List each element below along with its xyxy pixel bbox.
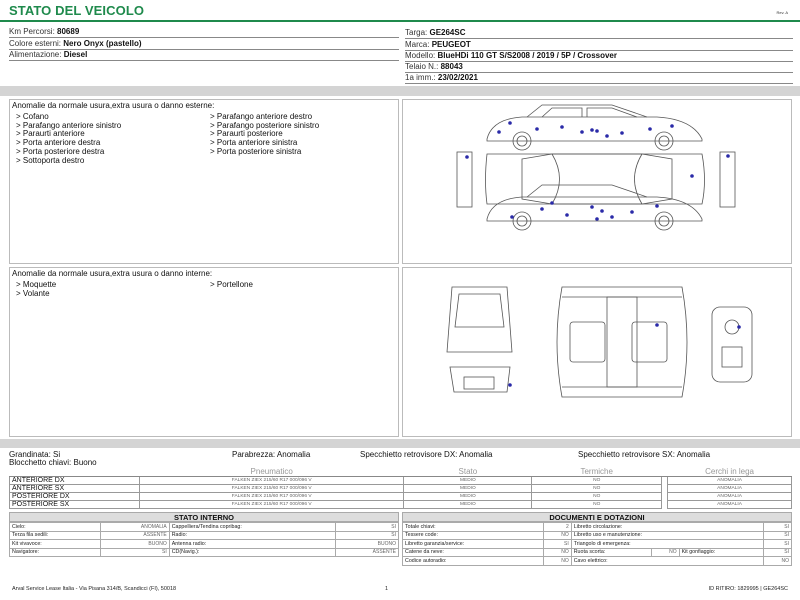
internal-damage-heading: Anomalie da normale usura,extra usura o danno interne: <box>12 269 213 278</box>
stato-header: Stato <box>404 467 532 477</box>
internal-damage-list-1: > Moquette > Volante <box>16 280 57 298</box>
table-row: Navigatore: SI CD(Navig.): ASSENTE <box>10 548 399 557</box>
table-row: ANTERIORE SX FALKEN ZIEX 215/60 R17 000/096 V MEDIO NO ANOMALIA <box>10 485 792 493</box>
documenti-table <box>402 522 792 566</box>
table-row: POSTERIORE SX FALKEN ZIEX 215/60 R17 000/096 V MEDIO NO ANOMALIA <box>10 501 792 509</box>
marca-row: Marca: PEUGEOT <box>405 40 471 49</box>
revision-label: Rev. A <box>776 10 788 15</box>
footer-ids: ID RITIRO: 1829995 | GE264SC <box>708 586 788 592</box>
table-row: Cielo: ANOMALIA Cappelliera/Tendina copribag: SI <box>10 523 399 532</box>
external-damage-heading: Anomalie da normale usura,extra usura o danno esterne: <box>12 101 215 110</box>
specchietto-sx-label: Specchietto retrovisore SX: Anomalia <box>578 450 711 459</box>
modello-row: Modello: BlueHDi 110 GT S/S2008 / 2019 / 5P / Crossover <box>405 51 617 60</box>
immatricolazione-row: 1a imm.: 23/02/2021 <box>405 73 478 82</box>
car-exterior-diagram <box>402 99 792 264</box>
colore-row: Colore esterni: Nero Onyx (pastello) <box>9 39 142 48</box>
stato-interno-table <box>9 522 399 557</box>
footer-page-number: 1 <box>385 586 389 592</box>
footer-company: Arval Service Lease Italia - Via Pisana 314/B, Scandicci (FI), 50018 <box>12 586 177 592</box>
page-title: STATO DEL VEICOLO <box>9 3 145 18</box>
parabrezza-label: Parabrezza: Anomalia <box>232 450 311 459</box>
table-row: Totale chiavi: 2 Libretto circolazione: SI <box>403 523 792 532</box>
external-damage-list-1: > Cofano > Parafango anteriore sinistro > Paraurti anteriore > Porta anteriore destra > Porta posteriore destra > Sottoporta destro <box>16 112 122 165</box>
car-interior-diagram <box>402 267 792 437</box>
external-damage-list-2: > Parafango anteriore destro > Parafango posteriore sinistro > Paraurti posteriore > Porta anteriore sinistra > Porta posteriore sinistra <box>210 112 320 156</box>
termiche-header: Termiche <box>532 467 662 477</box>
table-row: POSTERIORE DX FALKEN ZIEX 215/60 R17 000/096 V MEDIO NO ANOMALIA <box>10 493 792 501</box>
table-row: Terza fila sedili: ASSENTE Radio: SI <box>10 531 399 540</box>
tyre-table <box>9 467 792 509</box>
title-rule <box>0 20 800 22</box>
table-row: ANTERIORE DX FALKEN ZIEX 215/60 R17 000/096 V MEDIO NO ANOMALIA <box>10 477 792 485</box>
section-band <box>0 86 800 96</box>
interior-damage-markers <box>508 323 741 387</box>
table-row: Tessere code: NO Libretto uso e manutenzione: SI <box>403 531 792 540</box>
cerchi-header: Cerchi in lega <box>668 467 792 477</box>
telaio-row: Telaio N.: 88043 <box>405 62 463 71</box>
km-row: Km Percorsi: 80689 <box>9 27 80 36</box>
targa-row: Targa: GE264SC <box>405 28 466 37</box>
checks-band <box>0 439 800 448</box>
internal-damage-panel <box>9 267 399 437</box>
internal-damage-list-2: > Portellone <box>210 280 253 289</box>
stato-interno-title: STATO INTERNO <box>9 512 399 522</box>
documenti-title: DOCUMENTI E DOTAZIONI <box>402 512 792 522</box>
table-row: Libretto garanzia/service: SI Triangolo di emergenza: SI <box>403 540 792 549</box>
grandinata-label: Grandinata: Si <box>9 450 61 459</box>
tyre-header: Pneumatico <box>139 467 404 477</box>
table-row: Kit vivavoce: BUONO Antenna radio: BUONO <box>10 540 399 549</box>
alimentazione-row: Alimentazione: Diesel <box>9 50 88 59</box>
table-row: Catene da neve: NO Ruota scorta: NO Kit gonfiaggio: SI <box>403 548 792 557</box>
blocchetto-label: Blocchetto chiavi: Buono <box>9 458 97 467</box>
table-row: Codice autoradio: NO Cavo elettrico: NO <box>403 557 792 566</box>
specchietto-dx-label: Specchietto retrovisore DX: Anomalia <box>360 450 493 459</box>
